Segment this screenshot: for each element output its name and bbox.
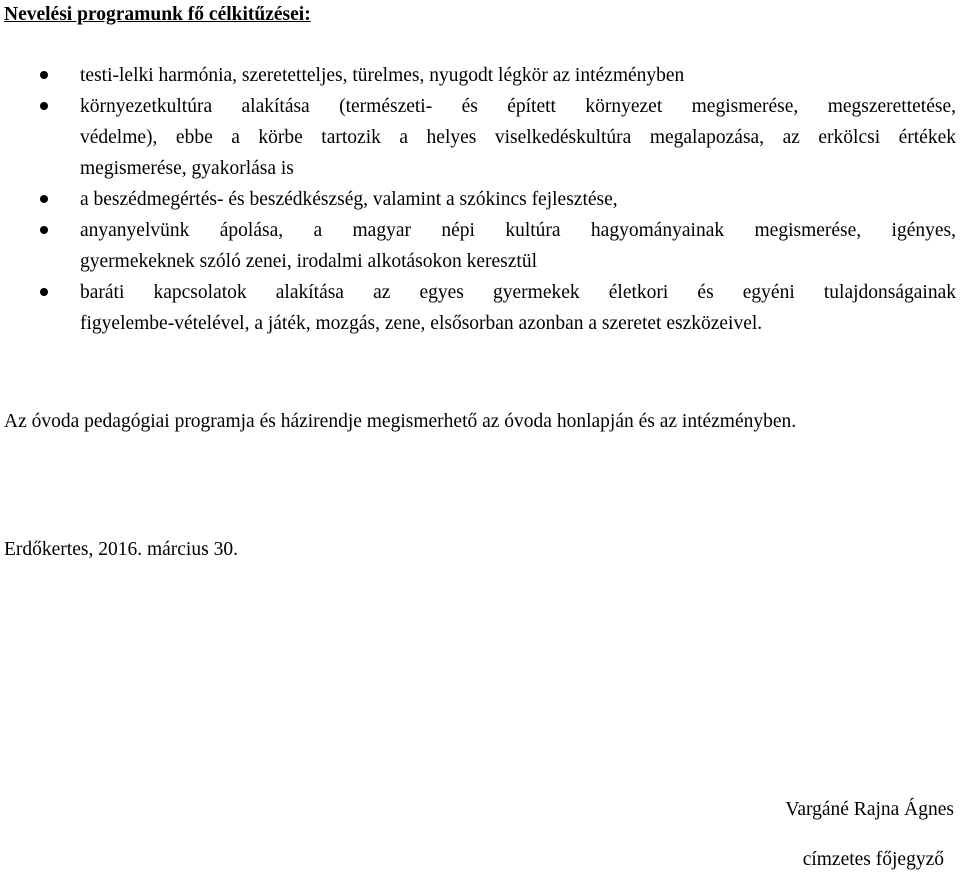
- goals-list: [0, 60, 960, 339]
- goal-item: [0, 184, 960, 215]
- place-and-date: Erdőkertes, 2016. március 30.: [4, 539, 238, 560]
- goal-item: [0, 60, 960, 91]
- goal-line: a beszédmegértés- és beszédkészség, valamint a szókincs fejlesztése,: [80, 189, 618, 210]
- goal-item: [0, 91, 960, 184]
- bullet-icon: [40, 288, 48, 296]
- goal-item: [0, 215, 960, 277]
- goal-line: megismerése, gyakorlása is: [80, 158, 294, 179]
- goal-item: [0, 277, 960, 339]
- goal-line: baráti kapcsolatok alakítása az egyes gyermekek életkori és egyéni tulajdonságainak: [80, 282, 956, 303]
- section-heading: Nevelési programunk fő célkitűzései:: [4, 4, 311, 25]
- goal-line: figyelembe-vételével, a játék, mozgás, zene, elsősorban azonban a szeretet eszközeivel.: [80, 313, 763, 334]
- program-note: Az óvoda pedagógiai programja és házirendje megismerhető az óvoda honlapján és az intézményben.: [4, 411, 797, 432]
- goal-line: testi-lelki harmónia, szeretetteljes, türelmes, nyugodt légkör az intézményben: [80, 65, 685, 86]
- bullet-icon: [40, 102, 48, 110]
- goal-line: gyermekeknek szóló zenei, irodalmi alkotásokon keresztül: [80, 251, 538, 272]
- signer-name: Vargáné Rajna Ágnes: [785, 799, 954, 820]
- goal-line: anyanyelvünk ápolása, a magyar népi kultúra hagyományainak megismerése, igényes,: [80, 220, 956, 241]
- signer-title: címzetes főjegyző: [802, 849, 944, 870]
- goal-line: védelme), ebbe a körbe tartozik a helyes viselkedéskultúra megalapozása, az erkölcsi értékek: [80, 127, 956, 148]
- bullet-icon: [40, 226, 48, 234]
- bullet-icon: [40, 71, 48, 79]
- goal-line: környezetkultúra alakítása (természeti- és épített környezet megismerése, megszerettetése,: [80, 96, 956, 117]
- bullet-icon: [40, 195, 48, 203]
